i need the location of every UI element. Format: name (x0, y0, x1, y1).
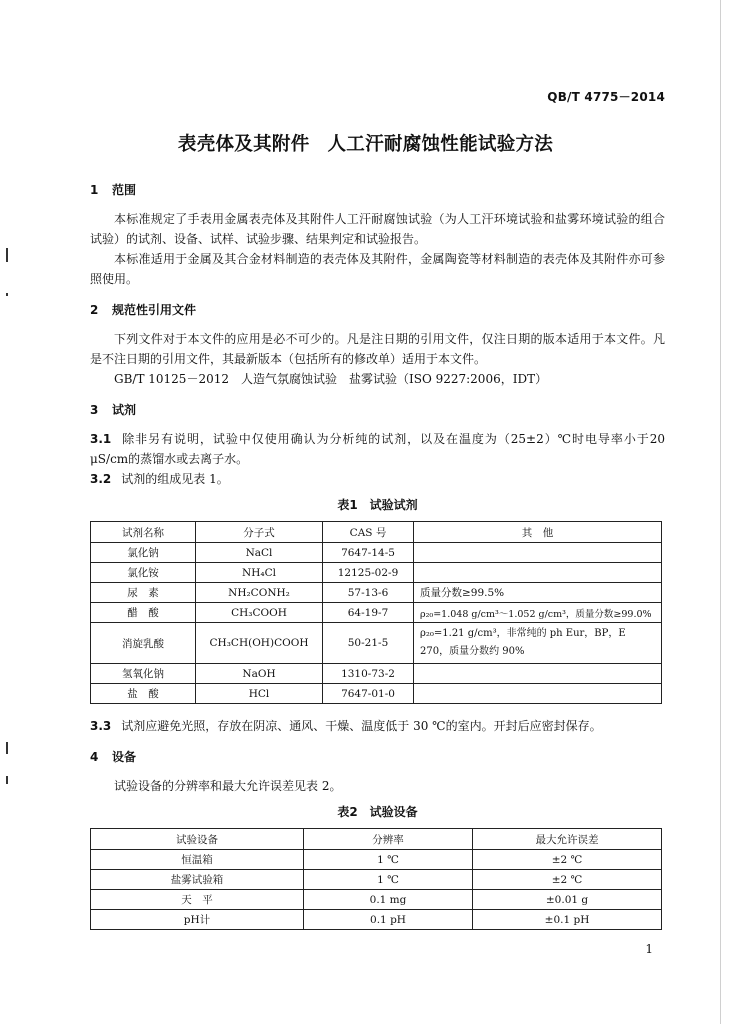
title-part-1: 表壳体及其附件 (177, 134, 310, 155)
table-row: 氯化钠 NaCl 7647-14-5 (91, 543, 662, 563)
column-header: 分子式 (196, 522, 323, 543)
clause-3-3: 3.3 试剂应避免光照，存放在阴凉、通风、干燥、温度低于 30 ℃的室内。开封后应密封保存。 (90, 719, 602, 733)
page-number: 1 (645, 942, 653, 956)
scan-mark (6, 248, 8, 262)
table-row: 盐雾试验箱 1 ℃ ±2 ℃ (91, 870, 662, 890)
section-3-heading: 3 试剂 (90, 403, 137, 417)
table-row: 消旋乳酸 CH₃CH(OH)COOH 50-21-5 ρ₂₀=1.21 g/cm³，非常纯的 ph Eur，BP，E 270，质量分数约 90% (91, 623, 662, 664)
table-row: 尿 素 NH₂CONH₂ 57-13-6 质量分数≥99.5% (91, 583, 662, 603)
column-header: 分辨率 (304, 829, 473, 850)
column-header: 试剂名称 (91, 522, 196, 543)
column-header: 最大允许误差 (473, 829, 662, 850)
document-body (90, 180, 665, 930)
section-1-heading: 1 范围 (90, 183, 137, 197)
table-row: 盐 酸 HCl 7647-01-0 (91, 684, 662, 704)
section-1-paragraph-2: 本标准适用于金属及其合金材料制造的表壳体及其附件，金属陶瓷等材料制造的表壳体及其附件亦可参照使用。 (90, 252, 665, 286)
table-row: 氯化铵 NH₄Cl 12125-02-9 (91, 563, 662, 583)
table-row: 醋 酸 CH₃COOH 64-19-7 ρ₂₀=1.048 g/cm³～1.052 g/cm³，质量分数≥99.0% (91, 603, 662, 623)
section-1-paragraph-1: 本标准规定了手表用金属表壳体及其附件人工汗耐腐蚀试验（为人工汗环境试验和盐雾环境试验的组合试验）的试剂、设备、试样、试验步骤、结果判定和试验报告。 (90, 212, 665, 246)
reagent-table (90, 521, 662, 704)
table-header-row (91, 522, 662, 543)
title-part-2: 人工汗耐腐蚀性能试验方法 (327, 134, 554, 155)
table-row: pH计 0.1 pH ±0.1 pH (91, 910, 662, 930)
equipment-table (90, 828, 662, 930)
table-row: 天 平 0.1 mg ±0.01 g (91, 890, 662, 910)
table-row: 恒温箱 1 ℃ ±2 ℃ (91, 850, 662, 870)
clause-3-1: 3.1 除非另有说明，试验中仅使用确认为分析纯的试剂，以及在温度为（25±2）℃时电导率小于20 μS/cm的蒸馏水或去离子水。 (90, 432, 665, 466)
column-header: 试验设备 (91, 829, 304, 850)
column-header: 其 他 (414, 522, 662, 543)
scan-mark (6, 293, 8, 296)
section-4-paragraph-1: 试验设备的分辨率和最大允许误差见表 2。 (114, 779, 342, 793)
section-2-heading: 2 规范性引用文件 (90, 303, 197, 317)
table-2-caption: 表2 试验设备 (337, 805, 418, 819)
page-title (0, 130, 731, 156)
table-1-caption: 表1 试验试剂 (337, 498, 418, 512)
section-4-heading: 4 设备 (90, 750, 137, 764)
column-header: CAS 号 (323, 522, 414, 543)
standard-code: QB/T 4775－2014 (547, 90, 665, 104)
scan-mark (6, 742, 8, 754)
scan-mark (6, 776, 8, 784)
clause-3-2: 3.2 试剂的组成见表 1。 (90, 472, 229, 486)
table-row: 氢氧化钠 NaOH 1310-73-2 (91, 664, 662, 684)
section-2-paragraph-1: 下列文件对于本文件的应用是必不可少的。凡是注日期的引用文件，仅注日期的版本适用于本文件。凡是不注日期的引用文件，其最新版本（包括所有的修改单）适用于本文件。 (90, 332, 665, 366)
normative-reference: GB/T 10125－2012 人造气氛腐蚀试验 盐雾试验（ISO 9227:2006，IDT） (114, 372, 548, 386)
table-header-row (91, 829, 662, 850)
